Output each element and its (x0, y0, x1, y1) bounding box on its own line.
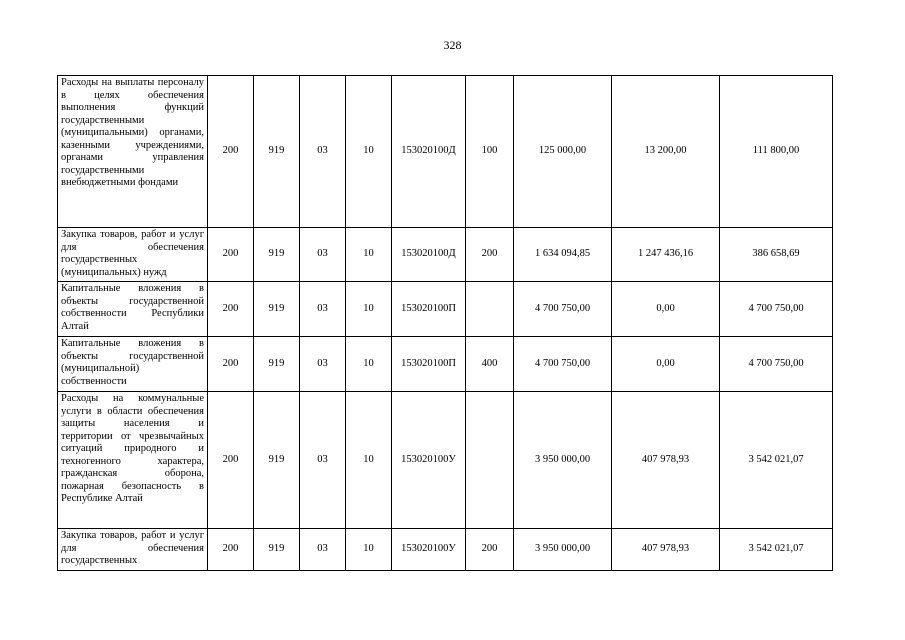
cell-amount3: 4 700 750,00 (720, 337, 833, 392)
cell-col1: 200 (208, 337, 254, 392)
table-row (58, 76, 833, 228)
cell-col1: 200 (208, 529, 254, 571)
cell-col4: 10 (346, 529, 392, 571)
cell-amount3: 386 658,69 (720, 228, 833, 282)
table-row (58, 392, 833, 529)
cell-col1: 200 (208, 228, 254, 282)
cell-amount2: 0,00 (612, 337, 720, 392)
cell-amount3: 4 700 750,00 (720, 282, 833, 337)
cell-amount2: 407 978,93 (612, 392, 720, 529)
table-row (58, 228, 833, 282)
cell-col1: 200 (208, 76, 254, 228)
cell-col1: 200 (208, 282, 254, 337)
cell-code: 153020100П (392, 337, 466, 392)
cell-col3: 03 (300, 337, 346, 392)
cell-amount1: 1 634 094,85 (514, 228, 612, 282)
cell-amount2: 1 247 436,16 (612, 228, 720, 282)
cell-col4: 10 (346, 282, 392, 337)
table-row (58, 282, 833, 337)
cell-type: 100 (466, 76, 514, 228)
cell-col2: 919 (254, 337, 300, 392)
cell-col4: 10 (346, 392, 392, 529)
cell-col2: 919 (254, 228, 300, 282)
cell-code: 153020100У (392, 392, 466, 529)
cell-col2: 919 (254, 529, 300, 571)
cell-type (466, 392, 514, 529)
cell-amount1: 125 000,00 (514, 76, 612, 228)
cell-code: 153020100Д (392, 228, 466, 282)
cell-col3: 03 (300, 282, 346, 337)
cell-col2: 919 (254, 392, 300, 529)
cell-amount1: 4 700 750,00 (514, 282, 612, 337)
table-row (58, 529, 833, 571)
cell-code: 153020100П (392, 282, 466, 337)
cell-col3: 03 (300, 392, 346, 529)
row-description: Расходы на коммунальные услуги в области обеспечения защиты населения и территории от чрезвычайных ситуаций природного и техногенного характера, гражданская оборона, пожарная безопасность в Республике Алтай (58, 392, 208, 529)
cell-col4: 10 (346, 337, 392, 392)
row-description: Закупка товаров, работ и услуг для обеспечения государственных (58, 529, 208, 571)
cell-type (466, 282, 514, 337)
cell-amount3: 111 800,00 (720, 76, 833, 228)
table-row (58, 337, 833, 392)
cell-amount2: 407 978,93 (612, 529, 720, 571)
cell-amount3: 3 542 021,07 (720, 392, 833, 529)
cell-code: 153020100Д (392, 76, 466, 228)
cell-amount3: 3 542 021,07 (720, 529, 833, 571)
cell-col2: 919 (254, 76, 300, 228)
row-description: Расходы на выплаты персоналу в целях обеспечения выполнения функций государственными (муниципальными) органами, казенными учреждениями, органами управления государственными внебюджетными фондами (58, 76, 208, 228)
cell-amount1: 3 950 000,00 (514, 392, 612, 529)
cell-type: 200 (466, 529, 514, 571)
cell-amount1: 3 950 000,00 (514, 529, 612, 571)
cell-col1: 200 (208, 392, 254, 529)
cell-col3: 03 (300, 529, 346, 571)
cell-amount2: 0,00 (612, 282, 720, 337)
row-description: Закупка товаров, работ и услуг для обеспечения государственных (муниципальных) нужд (58, 228, 208, 282)
cell-amount1: 4 700 750,00 (514, 337, 612, 392)
row-description: Капитальные вложения в объекты государственной (муниципальной) собственности (58, 337, 208, 392)
budget-table (57, 75, 833, 571)
cell-type: 400 (466, 337, 514, 392)
cell-col3: 03 (300, 228, 346, 282)
cell-code: 153020100У (392, 529, 466, 571)
cell-type: 200 (466, 228, 514, 282)
page-number: 328 (443, 38, 462, 52)
row-description: Капитальные вложения в объекты государственной собственности Республики Алтай (58, 282, 208, 337)
cell-col4: 10 (346, 76, 392, 228)
cell-col4: 10 (346, 228, 392, 282)
cell-col3: 03 (300, 76, 346, 228)
cell-amount2: 13 200,00 (612, 76, 720, 228)
cell-col2: 919 (254, 282, 300, 337)
